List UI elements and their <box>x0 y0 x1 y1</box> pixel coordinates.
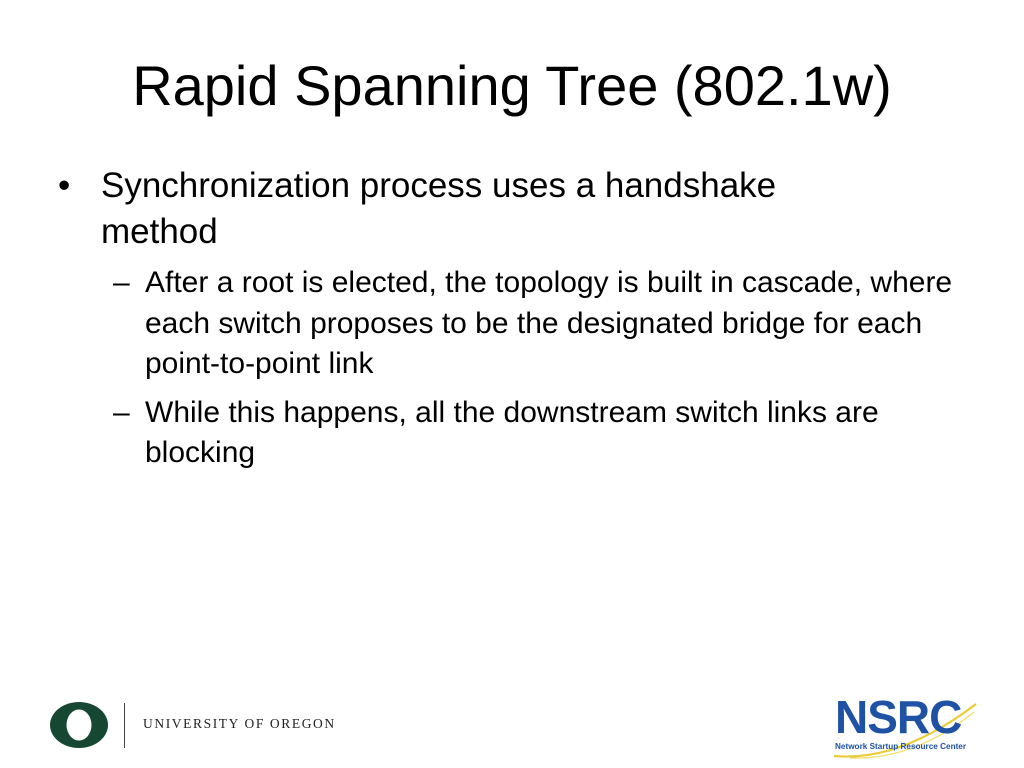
nsrc-logo <box>830 691 980 760</box>
sub-bullet-marker: – <box>113 395 130 429</box>
bullet-text: Synchronization process uses a handshake method <box>101 166 777 251</box>
university-name: UNIVERSITY OF OREGON <box>143 716 336 731</box>
sub-bullet-text: After a root is elected, the topology is built in cascade, where each switch proposes to be the designated bridge for each point-to-point link <box>145 266 953 380</box>
bullet-marker: • <box>58 166 71 205</box>
bullet-item <box>58 163 978 255</box>
sub-bullet-marker: – <box>113 266 130 299</box>
nsrc-tagline: Network Startup Resource Center <box>835 742 967 751</box>
uo-o-logo-icon <box>48 700 110 750</box>
sub-bullet-item <box>113 263 978 385</box>
footer-divider <box>124 703 125 748</box>
sub-bullet-item <box>113 393 978 474</box>
slide-title: Rapid Spanning Tree (802.1w) <box>132 54 892 117</box>
sub-bullet-text: While this happens, all the downstream switch links are blocking <box>145 395 879 469</box>
nsrc-wordmark: NSRC <box>835 691 962 743</box>
sub-bullet-list <box>58 263 978 474</box>
bullet-list <box>58 163 978 482</box>
